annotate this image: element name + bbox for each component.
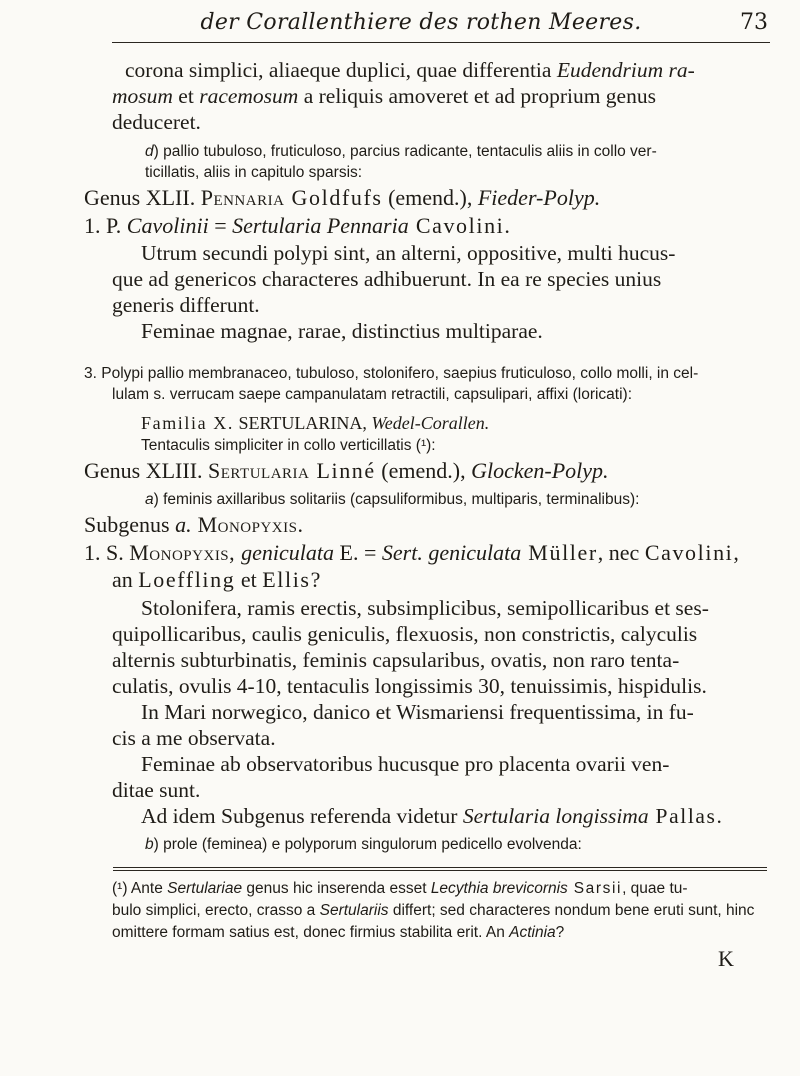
author-name: Pallas. — [648, 804, 724, 828]
text-fragment: Ad idem Subgenus referenda videtur — [141, 804, 463, 828]
footnote-rule — [113, 867, 767, 868]
header-rule — [112, 42, 770, 43]
diagnosis-d-line-1 — [145, 143, 657, 161]
running-header — [112, 10, 770, 46]
text-fragment: an — [112, 567, 139, 592]
text-fragment: E. = — [334, 540, 382, 565]
taxon-name: Sertularia Pennaria — [232, 213, 409, 238]
running-title: der Corallenthiere des rothen Meeres. — [200, 10, 642, 35]
text-fragment: ? — [555, 924, 565, 941]
section-3-line-2: lulam s. verrucam saepe campanulatam retractili, capsulipari, affixi (loricati): — [112, 386, 633, 403]
diagnosis-a — [145, 491, 639, 509]
vernacular-name: Fieder-Polyp. — [477, 185, 601, 210]
footnote-line-2 — [112, 902, 754, 920]
taxon-name: Sertulariis — [319, 902, 389, 919]
text-fragment: et — [235, 567, 263, 592]
text-line-27: Feminae ab observatoribus hucusque pro placenta ovarii ven- — [141, 752, 670, 776]
taxon-name: Sertularia longissima — [462, 804, 649, 828]
text-fragment: corona simplici, aliaeque duplici, quae differentia — [125, 58, 557, 82]
genus-name: Pennaria — [200, 185, 285, 210]
vernacular-name: Wedel-Corallen. — [371, 413, 490, 433]
text-line-1 — [125, 58, 695, 83]
species-line-1 — [84, 213, 512, 239]
author-name: Goldfufs — [284, 185, 383, 210]
text-fragment: genus hic inserenda esset — [242, 880, 431, 897]
text-line-8: Utrum secundi polypi sint, an alterni, oppositive, multi hucus- — [141, 241, 676, 265]
text-fragment: et — [172, 84, 200, 108]
item-letter: b — [145, 836, 154, 853]
text-line-11: Feminae magnae, rarae, distinctius multiparae. — [141, 319, 543, 343]
text-fragment: 1. S. — [84, 540, 130, 565]
footnote-line-3 — [112, 924, 564, 942]
genus-name: Sertularia — [208, 458, 310, 483]
text-fragment: (emend.), — [375, 458, 472, 483]
taxon-name: Eudendrium ra- — [556, 58, 695, 82]
text-line-29 — [141, 804, 724, 829]
genus-number: Genus XLIII. — [84, 458, 209, 483]
author-name: Ellis? — [262, 567, 322, 592]
text-line-25: In Mari norwegico, danico et Wismariensi frequentissima, in fu- — [141, 700, 694, 724]
text-fragment: = — [208, 213, 233, 238]
text-fragment: (emend.), — [382, 185, 478, 210]
text-fragment: ) pallio tubuloso, fruticuloso, parcius radicante, tentaculis aliis in collo ver- — [153, 143, 657, 160]
author-name: Cavolini. — [408, 213, 512, 238]
text-fragment: ) feminis axillaribus solitariis (capsuliformibus, multiparis, terminalibus): — [153, 491, 640, 508]
text-line-2 — [112, 84, 656, 109]
diagnosis-d-line-2: ticillatis, aliis in capitulo sparsis: — [145, 164, 363, 181]
text-fragment: a reliquis amoveret et ad proprium genus — [298, 84, 656, 108]
text-fragment: , quae tu- — [622, 880, 688, 897]
subgenus-name: Monopyxis. — [191, 512, 304, 537]
text-line-22: quipollicaribus, caulis geniculis, flexuosis, non constrictis, calyculis — [112, 622, 698, 646]
footnote-rule-second — [113, 870, 767, 871]
text-fragment: Subgenus — [84, 512, 176, 537]
text-fragment: ) prole (feminea) e polyporum singulorum pedicello evolvenda: — [153, 836, 582, 853]
taxon-name: Lecythia brevicornis — [430, 880, 568, 897]
signature-mark: K — [718, 946, 734, 971]
taxon-name: Sert. geniculata — [381, 540, 522, 565]
author-name: Loeffling — [138, 567, 236, 592]
species-line-3 — [112, 567, 322, 593]
text-fragment: bulo simplici, erecto, crasso a — [112, 902, 320, 919]
text-line-24: culatis, ovulis 4-10, tentaculis longissimis 30, tenuissimis, hispidulis. — [112, 674, 707, 698]
taxon-name: racemosum — [199, 84, 299, 108]
taxon-name: Cavolinii — [126, 213, 209, 238]
family-number: Familia X. — [141, 413, 234, 433]
text-line-28: ditae sunt. — [112, 778, 201, 802]
diagnosis-b — [145, 836, 582, 854]
text-fragment: 1. P. — [84, 213, 127, 238]
family-heading — [141, 413, 489, 434]
genus-heading-xlii — [84, 185, 600, 211]
taxon-name: Actinia — [509, 924, 556, 941]
taxon-name: geniculata — [241, 540, 335, 565]
item-letter: d — [145, 143, 154, 160]
text-fragment: omittere formam satius est, donec firmius stabilita erit. An — [112, 924, 510, 941]
text-line-9: que ad genericos characteres adhibuerunt. In ea re species unius — [112, 267, 662, 291]
section-3-line-1: 3. Polypi pallio membranaceo, tubuloso, stolonifero, saepius fruticuloso, collo molli, in cel- — [84, 365, 699, 382]
text-line-23: alternis subturbinatis, feminis capsularibus, ovatis, non raro tenta- — [112, 648, 680, 672]
subgenus-letter: a. — [175, 512, 192, 537]
subgenus-name: Monopyxis, — [129, 540, 242, 565]
text-line-3: deduceret. — [112, 110, 201, 134]
text-line-10: generis differunt. — [112, 293, 260, 317]
page-number: 73 — [740, 10, 768, 35]
species-line-2 — [84, 540, 741, 566]
text-line-26: cis a me observata. — [112, 726, 276, 750]
text-fragment: (¹) Ante — [112, 880, 168, 897]
text-fragment: , nec — [597, 540, 645, 565]
author-name: Linné — [309, 458, 376, 483]
text-fragment: differt; sed characteres nondum bene eruti sunt, hinc — [388, 902, 755, 919]
vernacular-name: Glocken-Polyp. — [471, 458, 609, 483]
taxon-name: mosum — [112, 84, 173, 108]
item-letter: a — [145, 491, 154, 508]
family-name: SERTULARINA, — [234, 413, 372, 433]
author-name: Cavolini, — [644, 540, 741, 565]
subgenus-heading — [84, 512, 303, 538]
genus-heading-xliii — [84, 458, 609, 484]
taxon-name: Sertulariae — [167, 880, 243, 897]
family-diagnosis: Tentaculis simpliciter in collo verticillatis (¹): — [141, 437, 436, 454]
author-name: Müller — [521, 540, 598, 565]
footnote-line-1 — [112, 880, 688, 898]
genus-number: Genus XLII. — [84, 185, 201, 210]
author-name: Sarsii — [567, 880, 623, 897]
text-line-21: Stolonifera, ramis erectis, subsimplicibus, semipollicaribus et ses- — [141, 596, 709, 620]
